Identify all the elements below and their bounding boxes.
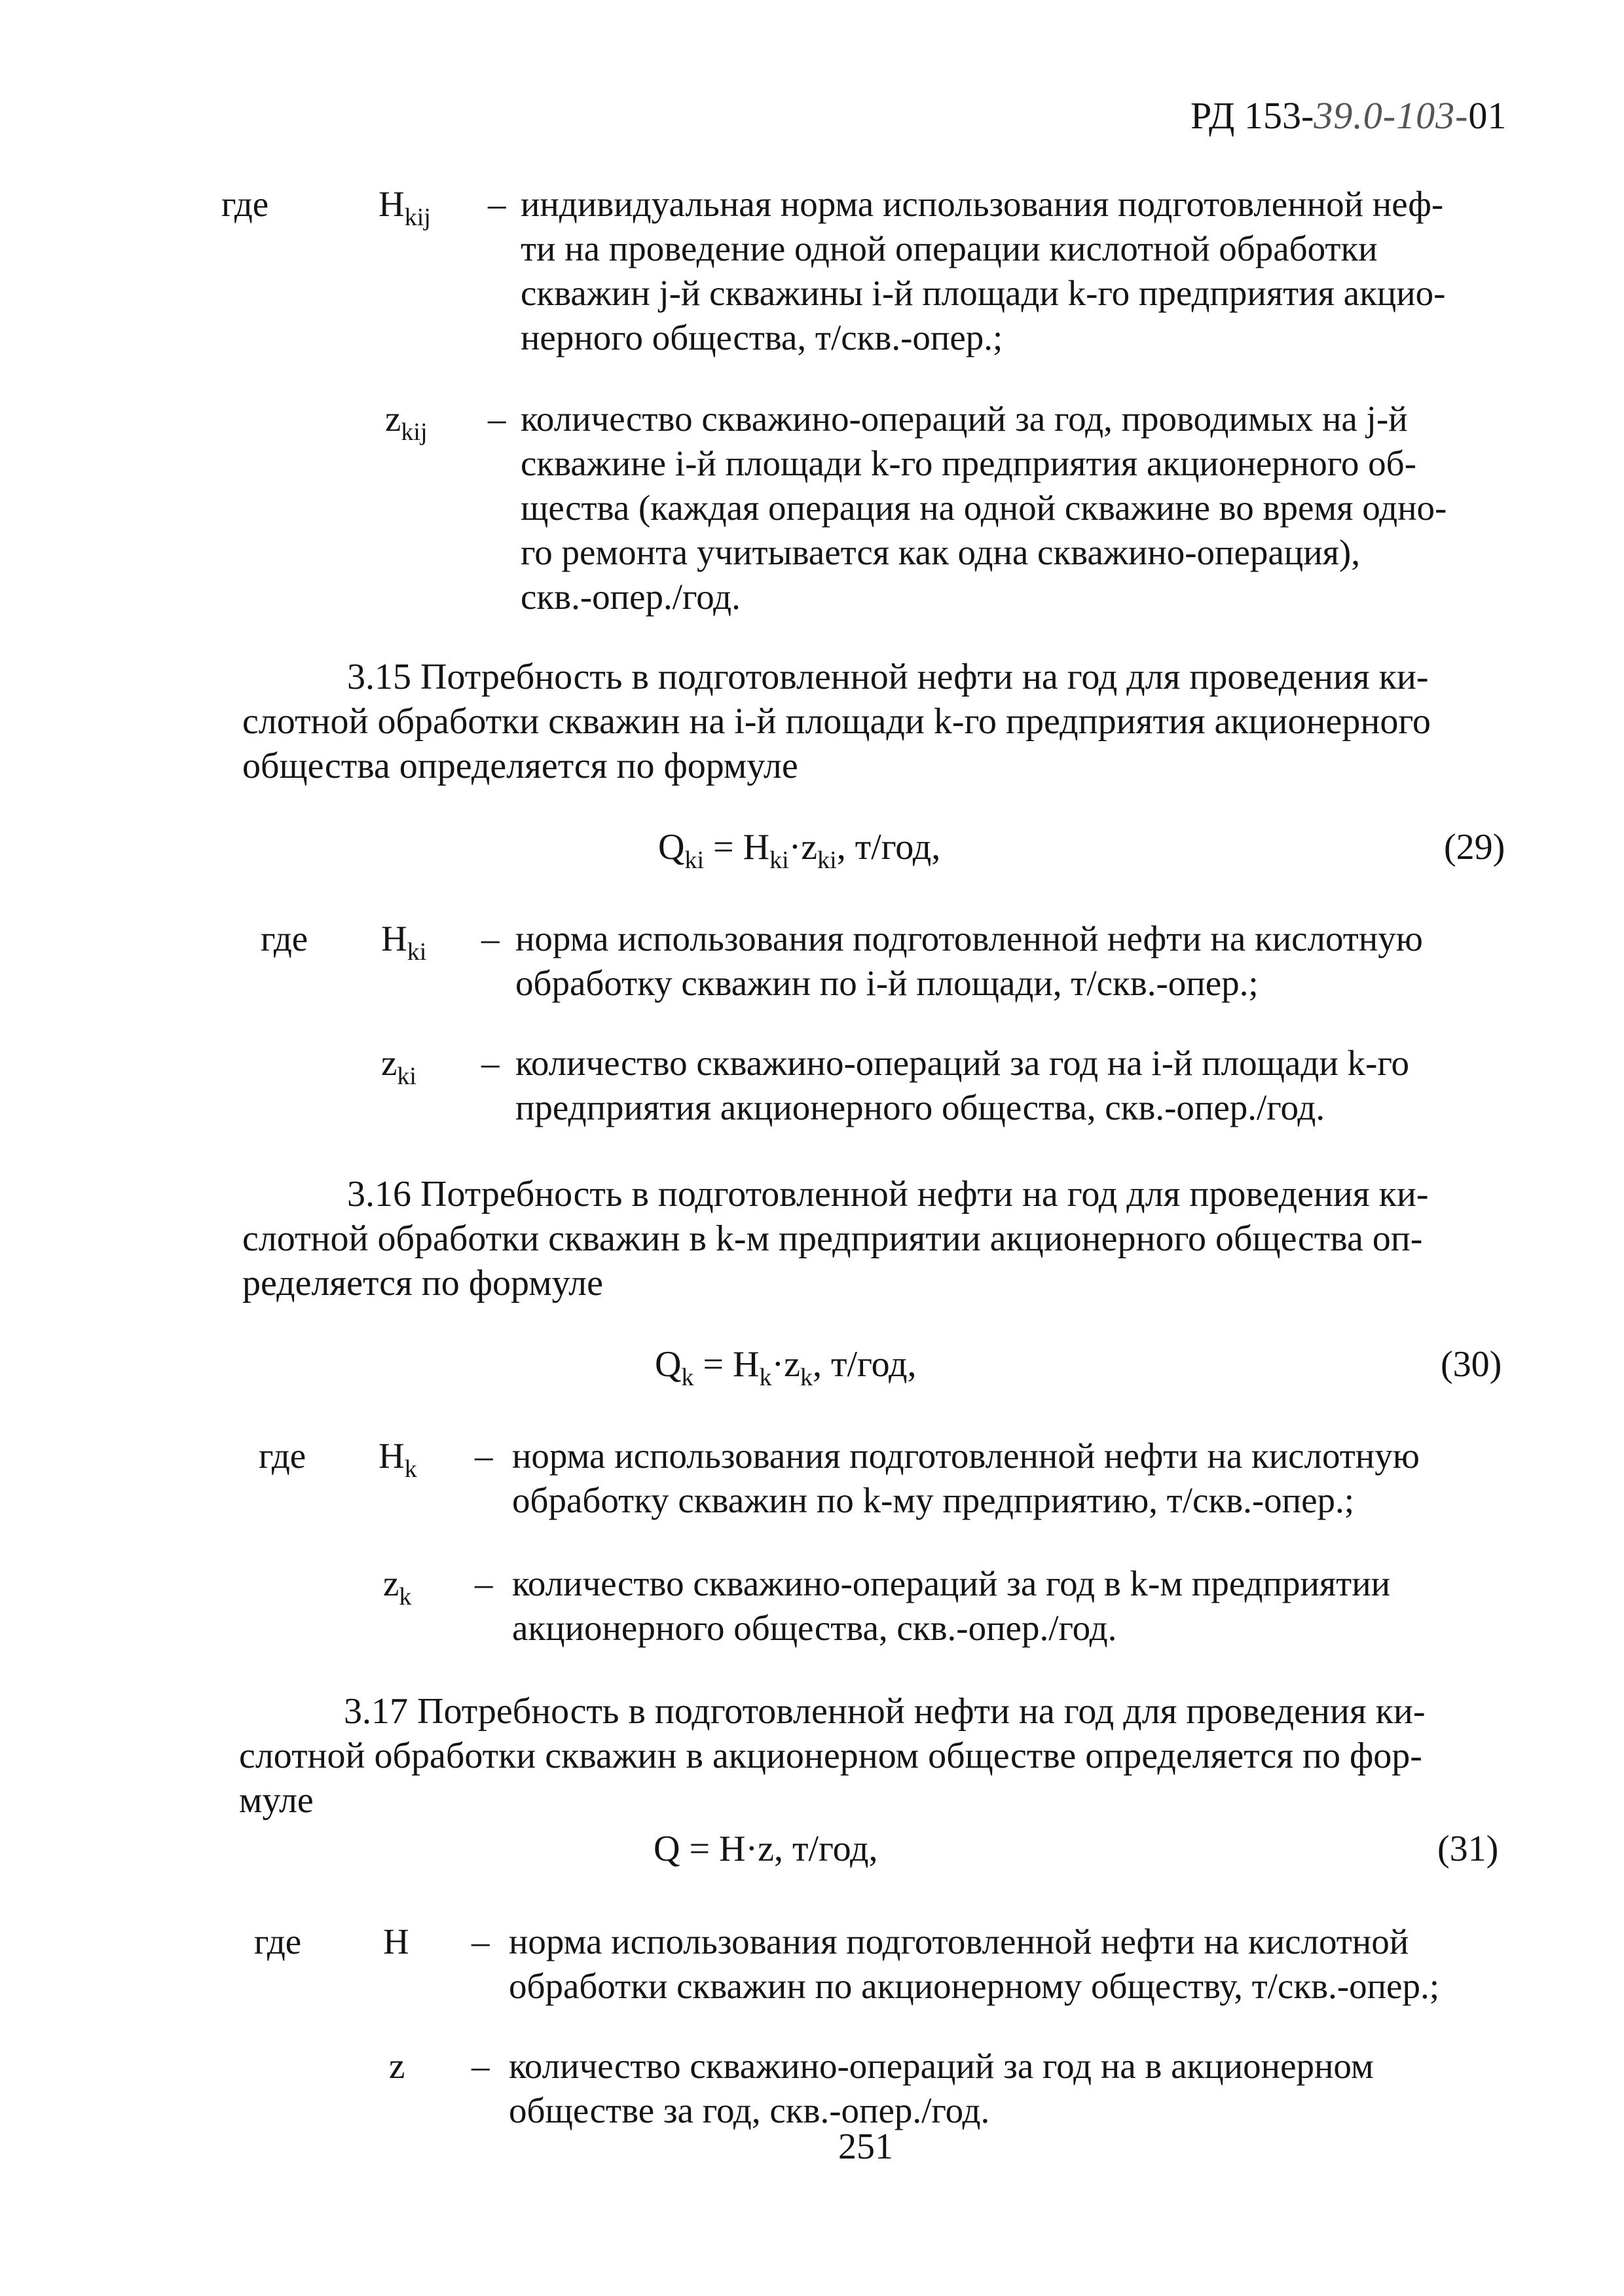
formula-29: $Q_{ki} = H_{ki}\cdot z_{ki}$, т/год, <box>658 827 941 874</box>
definition-h-k: норма использования подготовленной нефти на кислотную обработку скважин по k-му предприятию, т/скв.-опер.; <box>512 1436 1420 1520</box>
symbol-h-kij: $H_{kij}$ <box>378 184 431 231</box>
equation-number-29: (29) <box>1444 827 1505 867</box>
paragraph-3-15: 3.15 Потребность в подготовленной нефти на год для проведения ки- слотной обработки скважин на i-й площади k-го предприятия акционерного общества определяется по формуле <box>242 657 1431 786</box>
equation-number-31: (31) <box>1437 1829 1499 1869</box>
definition-h: норма использования подготовленной нефти на кислотной обработки скважин по акционерному обществу, т/скв.-опер.; <box>509 1922 1439 2006</box>
equation-number-30: (30) <box>1441 1344 1502 1385</box>
definition-dash: – <box>475 1563 493 1603</box>
definition-dash: – <box>471 1922 490 1961</box>
symbol-h: H <box>383 1922 409 1961</box>
definition-h-kij: индивидуальная норма использования подготовленной неф- ти на проведение одной операции кислотной обработки скважин j-й скважины i-й площади k-го предприятия акцио- нерного общества, т/скв.-опер.; <box>521 184 1446 357</box>
symbol-h-k: $H_k$ <box>378 1436 417 1483</box>
page-number: 251 <box>838 2126 893 2167</box>
definition-dash: – <box>481 919 500 958</box>
definition-dash: – <box>481 1043 500 1083</box>
paragraph-3-17: 3.17 Потребность в подготовленной нефти на год для проведения ки- слотной обработки скважин в акционерном обществе определяется по фор- муле <box>239 1691 1426 1821</box>
symbol-h-ki: $H_{ki}$ <box>381 919 427 966</box>
where-label: где <box>254 1922 302 1961</box>
document-code-suffix: 01 <box>1468 94 1507 137</box>
document-code-header <box>1190 93 1506 139</box>
paragraph-3-16: 3.16 Потребность в подготовленной нефти на год для проведения ки- слотной обработки скважин в k-м предприятии акционерного общества оп- ределяется по формуле <box>242 1174 1429 1303</box>
handwritten-code-insert: 39.0-103- <box>1314 94 1469 137</box>
formula-31: Q = H·z, т/год, <box>654 1829 878 1869</box>
formula-30: $Q_k = H_k\cdot z_k$, т/год, <box>655 1344 917 1391</box>
where-label: где <box>259 1436 306 1476</box>
definition-dash: – <box>475 1436 493 1476</box>
document-code-prefix: РД 153- <box>1190 94 1314 137</box>
definition-dash: – <box>471 2046 490 2086</box>
definition-h-ki: норма использования подготовленной нефти на кислотную обработку скважин по i-й площади, т/скв.-опер.; <box>515 919 1423 1003</box>
where-label: где <box>221 184 269 224</box>
symbol-z-kij: $z_{kij}$ <box>385 399 428 446</box>
definition-z-kij: количество скважино-операций за год, проводимых на j-й скважине i-й площади k-го предприятия акционерного об- щества (каждая операция на одной скважине во время одно- го ремонта учитывается как одна скважино-операция), скв.-опер./год. <box>521 399 1447 617</box>
symbol-z-k: $z_k$ <box>383 1563 412 1611</box>
definition-dash: – <box>488 399 506 439</box>
definition-dash: – <box>488 184 506 224</box>
definition-z: количество скважино-операций за год на в акционерном обществе за год, скв.-опер./год. <box>509 2046 1374 2130</box>
symbol-z: z <box>389 2046 405 2086</box>
where-label: где <box>261 919 308 958</box>
symbol-z-ki: $z_{ki}$ <box>381 1043 416 1090</box>
definition-z-ki: количество скважино-операций за год на i-й площади k-го предприятия акционерного общества, скв.-опер./год. <box>515 1043 1410 1127</box>
definition-z-k: количество скважино-операций за год в k-м предприятии акционерного общества, скв.-опер./год. <box>512 1563 1391 1648</box>
